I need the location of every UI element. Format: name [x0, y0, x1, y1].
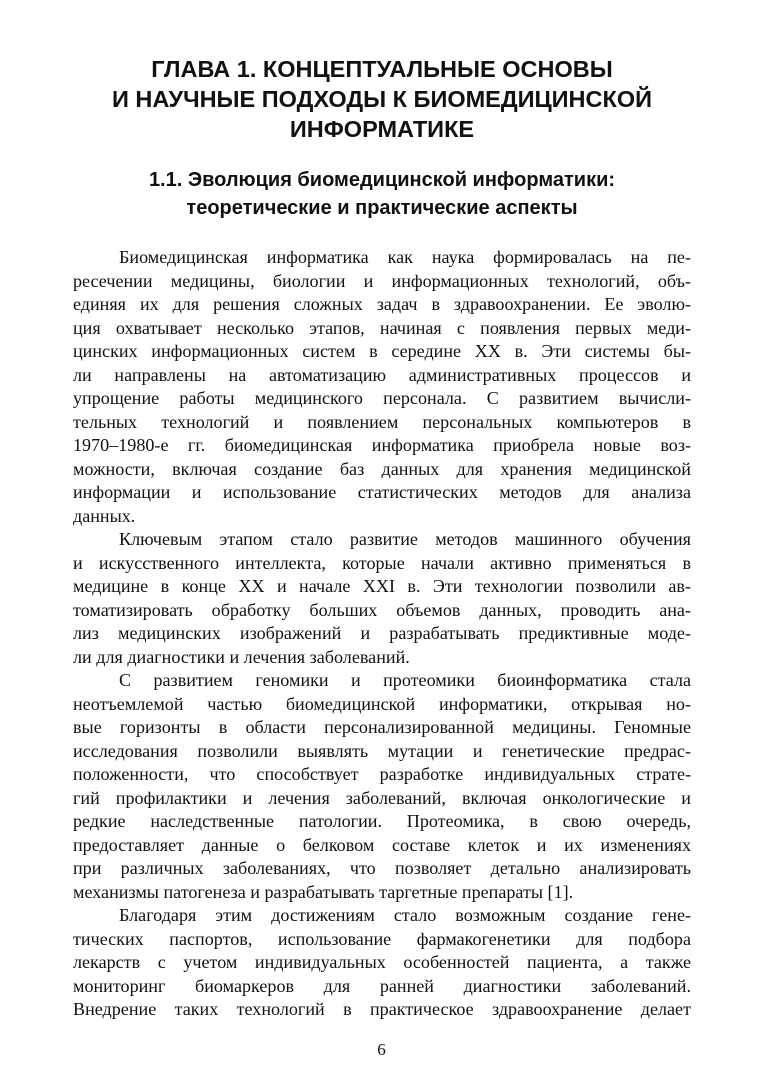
text-line: Ключевым этапом стало развитие методов машинного обучения [119, 529, 691, 549]
text-line: Благодаря этим достижениям стало возможным создание гене- [119, 905, 691, 925]
text-line: медицине в конце XX и начале XXI в. Эти технологии позволили ав- [73, 576, 691, 596]
text-line: гий профилактики и лечения заболеваний, включая онкологические и [73, 787, 691, 808]
text-line: ция охватывает несколько этапов, начиная с появления первых меди- [73, 317, 691, 338]
paragraph [73, 669, 691, 904]
text-line: лекарств с учетом индивидуальных особенностей пациента, а также [73, 952, 691, 972]
section-title-line-1: 1.1. Эволюция биомедицинской информатики: [148, 169, 616, 191]
text-line: данных. [73, 505, 136, 526]
text-line: мониторинг биомаркеров для ранней диагностики заболеваний. [73, 975, 691, 996]
page-number: 6 [377, 1040, 386, 1059]
text-line: тических паспортов, использование фармакогенетики для подбора [73, 928, 691, 949]
text-line: можности, включая создание баз данных для хранения медицинской [73, 458, 691, 479]
text-line: Внедрение таких технологий в практическое здравоохранение делает [73, 999, 691, 1019]
text-line: упрощение работы медицинского персонала. С развитием вычисли- [73, 388, 691, 408]
text-line: цинских информационных систем в середине XX в. Эти системы бы- [73, 341, 691, 361]
chapter-title-line-1: ГЛАВА 1. КОНЦЕПТУАЛЬНЫЕ ОСНОВЫ [151, 56, 613, 82]
text-line: информации и использование статистических методов для анализа [73, 482, 691, 502]
text-line: неотъемлемой частью биомедицинской информатики, открывая но- [73, 693, 691, 714]
text-line: единяя их для решения сложных задач в здравоохранении. Ее эволю- [73, 294, 691, 314]
text-line: ли для диагностики и лечения заболеваний. [73, 646, 410, 667]
text-line: лиз медицинских изображений и разрабатывать предиктивные моде- [73, 623, 691, 643]
paragraph [73, 246, 691, 528]
text-line: тельных технологий и появлением персональных компьютеров в [73, 411, 691, 432]
text-line: и искусственного интеллекта, которые начали активно применяться в [73, 552, 691, 573]
chapter-title-line-2: И НАУЧНЫЕ ПОДХОДЫ К БИОМЕДИЦИНСКОЙ [111, 86, 653, 112]
text-line: предоставляет данные о белковом составе клеток и их изменениях [73, 834, 691, 855]
body-text [73, 246, 691, 1022]
text-line: механизмы патогенеза и разрабатывать таргетные препараты [1]. [73, 881, 574, 902]
chapter-title [73, 54, 691, 144]
text-line: при различных заболеваниях, что позволяет детально анализировать [73, 858, 691, 878]
text-line: томатизировать обработку больших объемов данных, проводить ана- [73, 599, 691, 620]
page [73, 54, 691, 1022]
text-line: ресечении медицины, биологии и информационных технологий, объ- [73, 270, 691, 291]
section-title-line-2: теоретические и практические аспекты [186, 197, 578, 219]
text-line: исследования позволили выявлять мутации и генетические предрас- [73, 740, 691, 761]
text-line: редкие наследственные патологии. Протеомика, в свою очередь, [73, 811, 691, 831]
text-line: 1970–1980-е гг. биомедицинская информатика приобрела новые воз- [73, 435, 691, 455]
text-line: С развитием геномики и протеомики биоинформатика стала [119, 670, 691, 690]
paragraph [73, 904, 691, 1022]
chapter-title-line-3: ИНФОРМАТИКЕ [289, 116, 475, 142]
paragraph [73, 528, 691, 669]
text-line: Биомедицинская информатика как наука формировалась на пе- [119, 247, 691, 267]
text-line: ли направлены на автоматизацию административных процессов и [73, 364, 691, 385]
section-title [73, 166, 691, 222]
text-line: положенности, что способствует разработке индивидуальных страте- [73, 764, 691, 784]
text-line: вые горизонты в области персонализированной медицины. Геномные [73, 717, 691, 737]
